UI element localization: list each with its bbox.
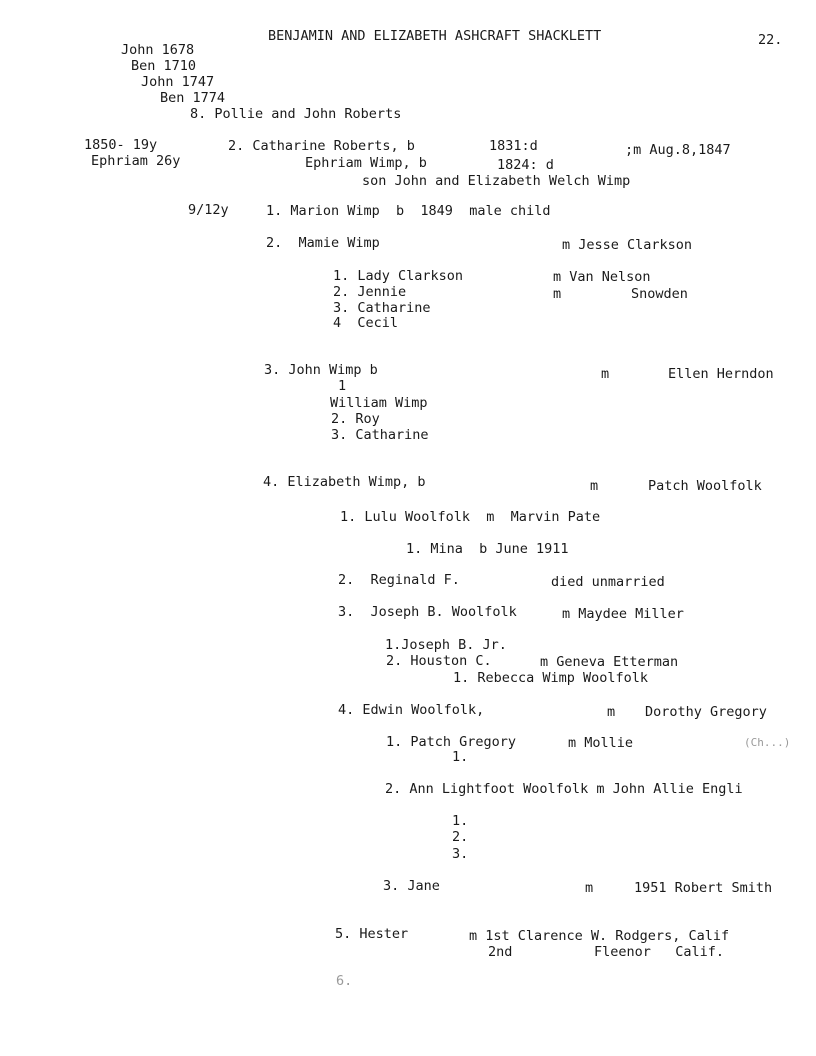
great-great-grandchild: 2. (452, 829, 469, 845)
grandchild: 6. (336, 973, 353, 989)
child-entry: 3. John Wimp b (264, 362, 378, 378)
grandchild-spouse: 2nd (488, 944, 513, 960)
grandchild: 3. Joseph B. Woolfolk (338, 604, 517, 620)
illegible-note: (Ch...) (744, 736, 791, 749)
page-number: 22. (758, 32, 783, 48)
great-grandchild: 2. Houston C. (386, 653, 492, 669)
child-spouse: Patch Woolfolk (648, 478, 762, 494)
grandchild: 2. Reginald F. (338, 572, 460, 588)
census-age: 9/12y (188, 202, 229, 218)
child-spouse: m (590, 478, 599, 494)
lineage-line: Ben 1710 (131, 58, 197, 74)
main-birth: 1831:d (489, 138, 538, 154)
grandchild: William Wimp (330, 395, 428, 411)
main-marriage: ;m Aug.8,1847 (625, 142, 731, 158)
grandchild: 5. Hester (335, 926, 409, 942)
great-grandchild-spouse: m (585, 880, 594, 896)
great-grandchild: 1. Patch Gregory (386, 734, 517, 750)
great-great-grandchild: 1. (452, 749, 469, 765)
grandchild-spouse: Fleenor Calif. (594, 944, 725, 960)
grandchild-spouse: m 1st Clarence W. Rodgers, Calif (469, 928, 730, 944)
grandchild: 2. Roy (331, 411, 380, 427)
grandchild: 1. Lady Clarkson (333, 268, 464, 284)
grandchild: 1 (338, 378, 347, 394)
grandchild-spouse: Snowden (631, 286, 688, 302)
great-grandchild-spouse: m Mollie (568, 735, 634, 751)
grandchild-note: died unmarried (551, 574, 665, 590)
spouse-parents: son John and Elizabeth Welch Wimp (362, 173, 631, 189)
great-grandchild: 1.Joseph B. Jr. (385, 637, 507, 653)
lineage-line: 8. Pollie and John Roberts (190, 106, 402, 122)
lineage-line: Ben 1774 (160, 90, 226, 106)
great-grandchild: 2. Ann Lightfoot Woolfolk m John Allie Engli (385, 781, 743, 797)
child-spouse: Ellen Herndon (668, 366, 774, 382)
grandchild: 3. Catharine (333, 300, 431, 316)
grandchild: 1. Lulu Woolfolk m Marvin Pate (340, 509, 601, 525)
spouse-birth: 1824: d (497, 157, 554, 173)
great-grandchild: 1. Mina b June 1911 (406, 541, 569, 557)
child-spouse: m (601, 366, 610, 382)
great-great-grandchild: 3. (452, 846, 469, 862)
child-entry: 2. Mamie Wimp (266, 235, 380, 251)
grandchild: 2. Jennie (333, 284, 407, 300)
great-grandchild-spouse: m Geneva Etterman (540, 654, 679, 670)
census-line: Ephriam 26y (91, 153, 181, 169)
great-grandchild-spouse: 1951 Robert Smith (634, 880, 773, 896)
grandchild-spouse: m (607, 704, 616, 720)
grandchild: 4 Cecil (333, 315, 399, 331)
grandchild-spouse: m Maydee Miller (562, 606, 684, 622)
grandchild-spouse: Dorothy Gregory (645, 704, 767, 720)
child-entry: 1. Marion Wimp b 1849 male child (266, 203, 551, 219)
grandchild-spouse: m Van Nelson (553, 269, 651, 285)
lineage-line: John 1747 (141, 74, 215, 90)
page-title: BENJAMIN AND ELIZABETH ASHCRAFT SHACKLETT (268, 28, 602, 44)
great-great-grandchild: 1. Rebecca Wimp Woolfolk (453, 670, 649, 686)
great-great-grandchild: 1. (452, 813, 469, 829)
child-spouse: m Jesse Clarkson (562, 237, 693, 253)
child-entry: 4. Elizabeth Wimp, b (263, 474, 426, 490)
great-grandchild: 3. Jane (383, 878, 440, 894)
census-line: 1850- 19y (84, 137, 158, 153)
grandchild: 3. Catharine (331, 427, 429, 443)
spouse: Ephriam Wimp, b (305, 155, 427, 171)
main-person: 2. Catharine Roberts, b (228, 138, 415, 154)
grandchild: 4. Edwin Woolfolk, (338, 702, 485, 718)
grandchild-spouse: m (553, 286, 562, 302)
lineage-line: John 1678 (121, 42, 195, 58)
